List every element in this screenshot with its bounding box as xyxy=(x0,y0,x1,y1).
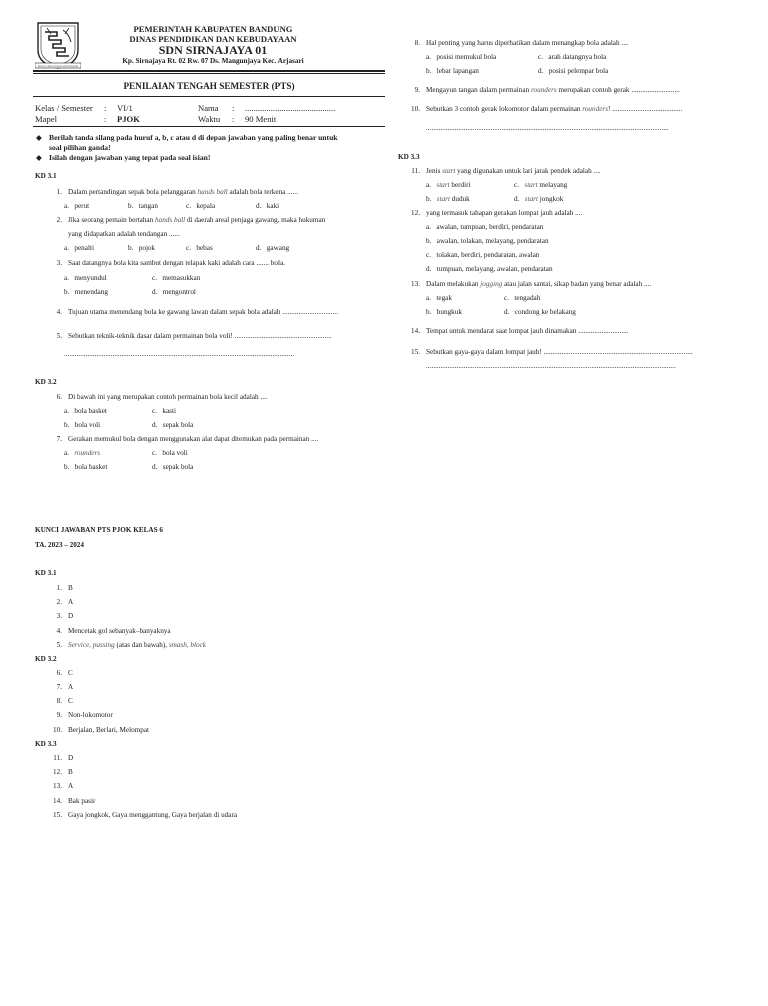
kd-heading: KD 3.3 xyxy=(398,153,420,161)
mapel-value: PJOK xyxy=(117,114,140,124)
key-item: 3. D xyxy=(56,612,74,620)
option[interactable]: d. start jongkok xyxy=(514,195,564,203)
option[interactable]: a. perut xyxy=(64,202,90,210)
answer-line[interactable]: ....................................................................................................................................... xyxy=(426,124,669,132)
option[interactable]: c. tolakan, berdiri, pendaratan, awalan xyxy=(426,251,540,259)
option[interactable]: a. penalti xyxy=(64,244,94,252)
question-2: 2. Jika seorang pemain bertahan hands ball di daerah areal penjaga gawang, maka hukuman xyxy=(56,216,326,224)
answer-key-title: KUNCI JAWABAN PTS PJOK KELAS 6 xyxy=(35,526,163,534)
question-14: 14. Tempat untuk mendarat saat lompat jauh dinamakan ............................ xyxy=(411,327,629,335)
key-item: 11. D xyxy=(53,754,74,762)
answer-line[interactable]: ................................................................................................................................ xyxy=(64,350,294,358)
kd-heading: KD 3.3 xyxy=(35,740,57,748)
option[interactable]: a. bola basket xyxy=(64,407,107,415)
question-4: 4. Tujuan utama menendang bola ke gawang lawan dalam sepak bola adalah ............................... xyxy=(56,308,338,316)
option[interactable]: a. posisi memukul bola xyxy=(426,53,497,61)
option[interactable]: d. kaki xyxy=(256,202,280,210)
question-15: 15. Sebutkan gaya-gaya dalam lompat jauh! ................................................................................... xyxy=(411,348,693,356)
nama-value[interactable]: .......................................... xyxy=(245,103,336,113)
answer-key-year: TA. 2023 – 2024 xyxy=(35,541,84,549)
key-item: 14. Bak pasir xyxy=(53,797,96,805)
option[interactable]: d. gawang xyxy=(256,244,290,252)
question-10: 10. Sebutkan 3 contoh gerak lokomotor dalam permainan rounders! ....................................... xyxy=(411,105,683,113)
option[interactable]: c. arah datangnya bola xyxy=(538,53,607,61)
instruction-1b: soal pilihan ganda! xyxy=(49,143,111,152)
option[interactable]: d. sepak bola xyxy=(152,421,194,429)
waktu-colon: : xyxy=(232,114,235,124)
info-rule xyxy=(33,126,385,127)
option[interactable]: c. memasukkan xyxy=(152,274,201,282)
instruction-2: Isilah dengan jawaban yang tepat pada soal isian! xyxy=(49,153,211,162)
header-rule-thin xyxy=(33,73,385,74)
key-item: 13. A xyxy=(53,782,74,790)
kd-heading: KD 3.2 xyxy=(35,655,57,663)
instruction-1: Berilah tanda silang pada huruf a, b, c atau d di depan jawaban yang paling benar untuk xyxy=(49,133,338,142)
kelas-colon: : xyxy=(104,103,107,113)
kd-heading: KD 3.2 xyxy=(35,378,57,386)
header-rule xyxy=(33,70,385,72)
option[interactable]: b. bola voli xyxy=(64,421,101,429)
option[interactable]: a. rounders xyxy=(64,449,101,457)
question-2-cont: yang didapatkan adalah tendangan ...... xyxy=(68,230,180,238)
bullet-icon: ◆ xyxy=(36,133,42,142)
option[interactable]: c. kasti xyxy=(152,407,176,415)
key-item: 10. Berjalan, Berlari, Melompat xyxy=(53,726,150,734)
option[interactable]: b. lebar lapangan xyxy=(426,67,479,75)
question-9: 9. Mengayun tangan dalam permainan rounders merupakan contoh gerak ........................... xyxy=(414,86,680,94)
option[interactable]: d. posisi pelempar bola xyxy=(538,67,609,75)
option[interactable]: c. kepala xyxy=(186,202,216,210)
school-logo xyxy=(35,20,81,70)
option[interactable]: a. menyundul xyxy=(64,274,107,282)
option[interactable]: b. awalan, tolakan, melayang, pendaratan xyxy=(426,237,549,245)
bullet-icon: ◆ xyxy=(36,153,42,162)
option[interactable]: d. condong ke belakang xyxy=(504,308,576,316)
question-8: 8. Hal penting yang harus diperhatikan dalam menangkap bola adalah .... xyxy=(414,39,629,47)
key-item: 8. C xyxy=(56,697,73,705)
option[interactable]: d. mengontrol xyxy=(152,288,196,296)
option[interactable]: c. start melayang xyxy=(514,181,568,189)
key-item: 4. Mencetak gol sebanyak–banyaknya xyxy=(56,627,171,635)
option[interactable]: c. tengadah xyxy=(504,294,541,302)
question-6: 6. Di bawah ini yang merupakan contoh permainan bola kecil adalah .... xyxy=(56,393,268,401)
kelas-label: Kelas / Semester xyxy=(35,103,93,113)
header-address: Kp. Sirnajaya Rt. 02 Rw. 07 Ds. Mangunjaya Kec. Arjasari xyxy=(122,57,304,65)
option[interactable]: a. start berdiri xyxy=(426,181,471,189)
question-3: 3. Saat datangnya bola kita sambut dengan telapak kaki adalah cara ....... bola. xyxy=(56,259,285,267)
question-13: 13. Dalam melakukan jogging atau jalan santai, sikap badan yang benar adalah .... xyxy=(411,280,652,288)
option[interactable]: c. bebas xyxy=(186,244,213,252)
question-5: 5. Sebutkan teknik-teknik dasar dalam permainan bola voli! ...................................................... xyxy=(56,332,332,340)
key-item: 7. A xyxy=(56,683,74,691)
option[interactable]: d. sepak bola xyxy=(152,463,194,471)
option[interactable]: b. bola basket xyxy=(64,463,108,471)
option[interactable]: d. tumpuan, melayang, awalan, pendaratan xyxy=(426,265,553,273)
waktu-value: 90 Menit xyxy=(245,114,277,124)
key-item: 5. Service, passing (atas dan bawah), smash, block xyxy=(56,641,206,649)
option[interactable]: b. start duduk xyxy=(426,195,470,203)
kd-heading: KD 3.1 xyxy=(35,569,57,577)
option[interactable]: b. menendang xyxy=(64,288,108,296)
question-7: 7. Gerakan memukul bola dengan menggunakan alat dapat ditemukan pada permainan .... xyxy=(56,435,319,443)
answer-line[interactable]: ........................................................................................................................................... xyxy=(426,362,676,370)
option[interactable]: b. bungkuk xyxy=(426,308,462,316)
logo-motto: REPAH GEMAH RIPAH REPEH RAPIH xyxy=(37,65,79,68)
option[interactable]: b. pojok xyxy=(128,244,156,252)
title-rule xyxy=(33,96,385,97)
option[interactable]: b. tangan xyxy=(128,202,158,210)
question-11: 11. Jenis start yang digunakan untuk lari jarak pendek adalah .... xyxy=(411,167,601,175)
kelas-value: VI/1 xyxy=(117,103,133,113)
header-gov: PEMERINTAH KABUPATEN BANDUNG xyxy=(133,24,293,34)
waktu-label: Waktu xyxy=(198,114,221,124)
key-item: 2. A xyxy=(56,598,74,606)
exam-title: PENILAIAN TENGAH SEMESTER (PTS) xyxy=(123,81,295,91)
option[interactable]: a. tegak xyxy=(426,294,452,302)
header-dept: DINAS PENDIDIKAN DAN KEBUDAYAAN xyxy=(129,34,297,44)
option[interactable]: a. awalan, tumpuan, berdiri, pendaratan xyxy=(426,223,544,231)
kd-heading: KD 3.1 xyxy=(35,172,57,180)
key-item: 12. B xyxy=(53,768,73,776)
key-item: 9. Non-lokomotor xyxy=(56,711,113,719)
nama-colon: : xyxy=(232,103,235,113)
option[interactable]: c. bola voli xyxy=(152,449,188,457)
key-item: 15. Gaya jongkok, Gaya menggantung, Gaya berjalan di udara xyxy=(53,811,238,819)
question-1: 1. Dalam pertandingan sepak bola pelanggaran hands ball adalah bola terkena ...... xyxy=(56,188,298,196)
key-item: 1. B xyxy=(56,584,73,592)
header-school: SDN SIRNAJAYA 01 xyxy=(158,43,268,57)
mapel-colon: : xyxy=(104,114,107,124)
nama-label: Nama xyxy=(198,103,219,113)
mapel-label: Mapel xyxy=(35,114,57,124)
question-12: 12. yang termasuk tahapan gerakan lompat jauh adalah .... xyxy=(411,209,583,217)
key-item: 6. C xyxy=(56,669,73,677)
